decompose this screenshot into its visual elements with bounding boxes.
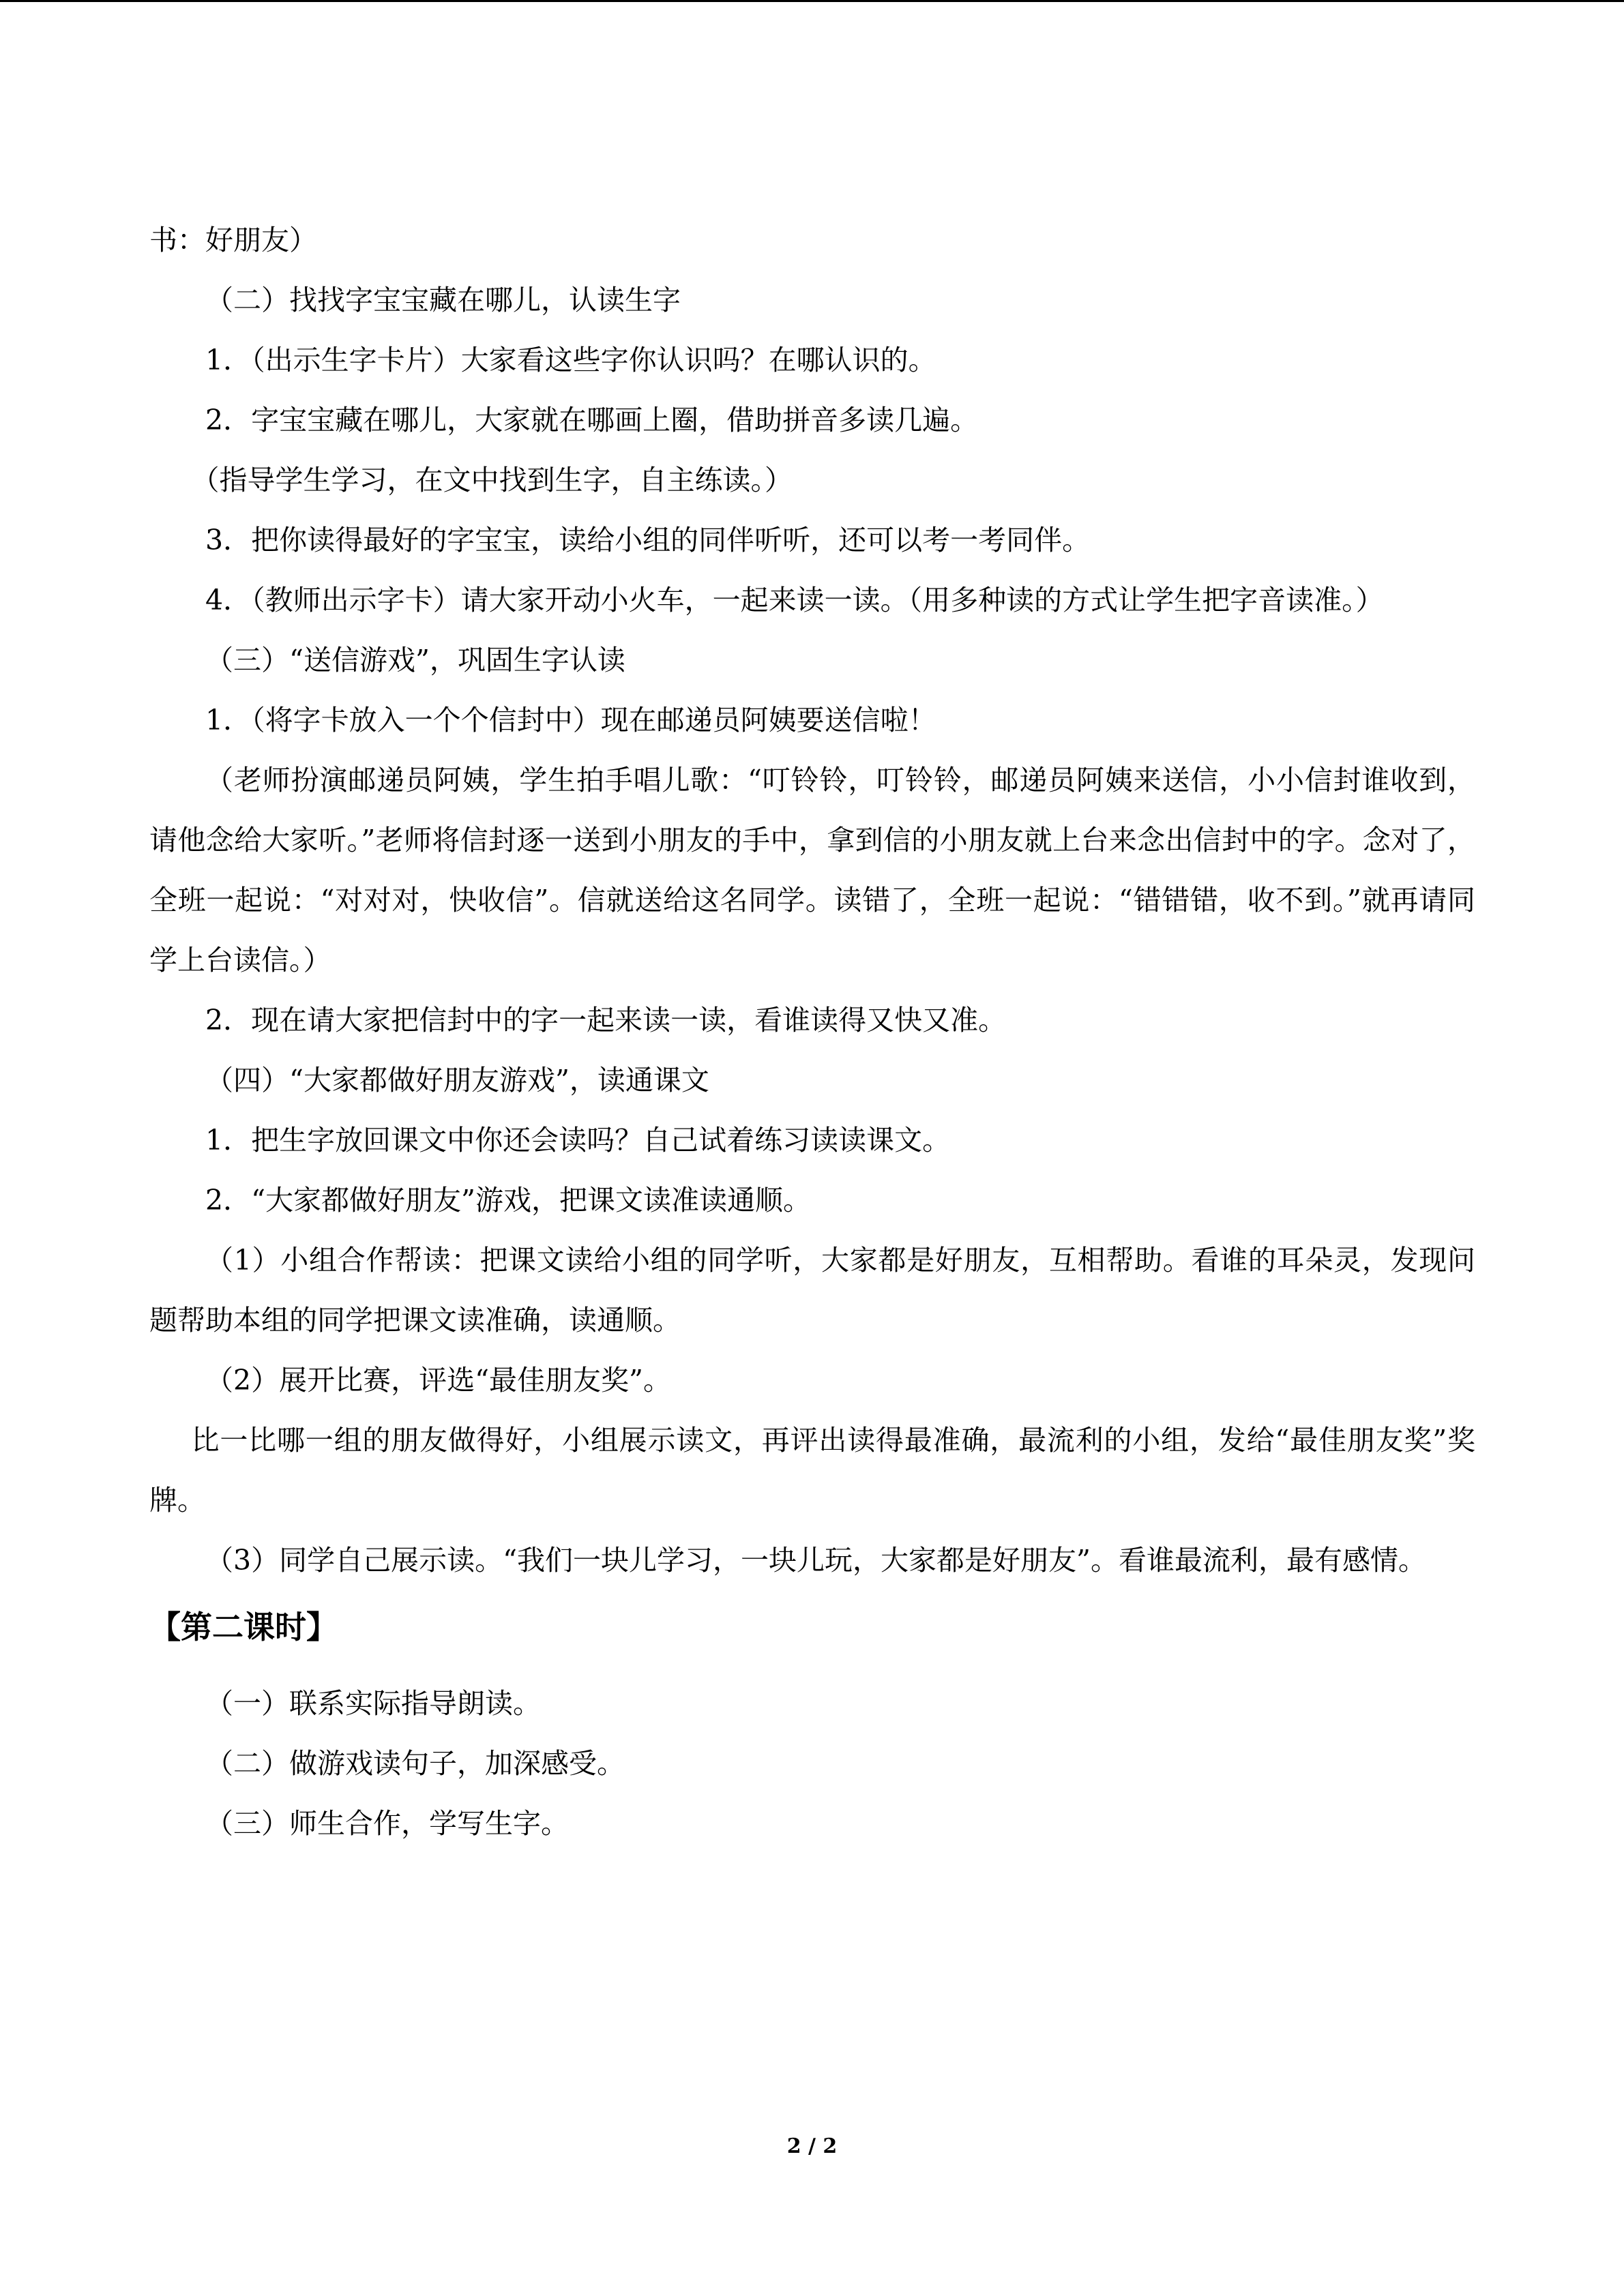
document-body — [149, 210, 1475, 1853]
paragraph: （四）“大家都做好朋友游戏”，读通课文 — [205, 1064, 709, 1097]
paragraph: 1．把生字放回课文中你还会读吗？自己试着练习读读课文。 — [205, 1124, 951, 1157]
paragraph: 2．现在请大家把信封中的字一起来读一读，看谁读得又快又准。 — [205, 1004, 1007, 1037]
paragraph: 1．（将字卡放入一个个信封中）现在邮递员阿姨要送信啦！ — [205, 704, 936, 736]
paragraph: 比一比哪一组的朋友做得好，小组展示读文，再评出读得最准确，最流利的小组，发给“最佳朋友奖”奖牌。 — [149, 1424, 1475, 1517]
paragraph: 2．字宝宝藏在哪儿，大家就在哪画上圈，借助拼音多读几遍。 — [205, 404, 979, 436]
section-heading: 【第二课时】 — [149, 1609, 338, 1645]
top-border-line — [0, 0, 1624, 2]
paragraph: 4．（教师出示字卡）请大家开动小火车，一起来读一读。（用多种读的方式让学生把字音读准。） — [205, 584, 1384, 616]
page-number: 2 / 2 — [786, 2134, 838, 2158]
paragraph: 2．“大家都做好朋友”游戏，把课文读准读通顺。 — [205, 1184, 812, 1217]
paragraph: （1）小组合作帮读：把课文读给小组的同学听，大家都是好朋友，互相帮助。看谁的耳朵灵，发现问题帮助本组的同学把课文读准确，读通顺。 — [149, 1244, 1475, 1337]
paragraph: （一）联系实际指导朗读。 — [205, 1687, 541, 1720]
paragraph: （3）同学自己展示读。“我们一块儿学习，一块儿玩，大家都是好朋友”。看谁最流利，最有感情。 — [205, 1544, 1427, 1577]
lesson-two-steps — [149, 1673, 1475, 1853]
paragraph: （老师扮演邮递员阿姨，学生拍手唱儿歌：“叮铃铃，叮铃铃，邮递员阿姨来送信，小小信封谁收到，请他念给大家听。”老师将信封逐一送到小朋友的手中，拿到信的小朋友就上台来念出信封中的字。念对了，全班一起说：“对对对，快收信”。信就送给这名同学。读错了，全班一起说：“错错错，收不到。”就再请同学上台读信。） — [149, 764, 1475, 976]
paragraph: （指导学生学习，在文中找到生字，自主练读。） — [191, 464, 793, 496]
paragraph: 书：好朋友） — [149, 224, 317, 256]
paragraph: （三）“送信游戏”，巩固生字认读 — [205, 644, 625, 676]
paragraph: （二）找找字宝宝藏在哪儿，认读生字 — [205, 284, 681, 316]
paragraph: （2）展开比赛，评选“最佳朋友奖”。 — [205, 1364, 672, 1397]
lesson-one-continued — [149, 210, 1475, 1590]
paragraph: （二）做游戏读句子，加深感受。 — [205, 1747, 625, 1780]
paragraph: 1．（出示生字卡片）大家看这些字你认识吗？在哪认识的。 — [205, 344, 936, 376]
paragraph: （三）师生合作，学写生字。 — [205, 1807, 569, 1840]
paragraph: 3．把你读得最好的字宝宝，读给小组的同伴听听，还可以考一考同伴。 — [205, 524, 1091, 556]
